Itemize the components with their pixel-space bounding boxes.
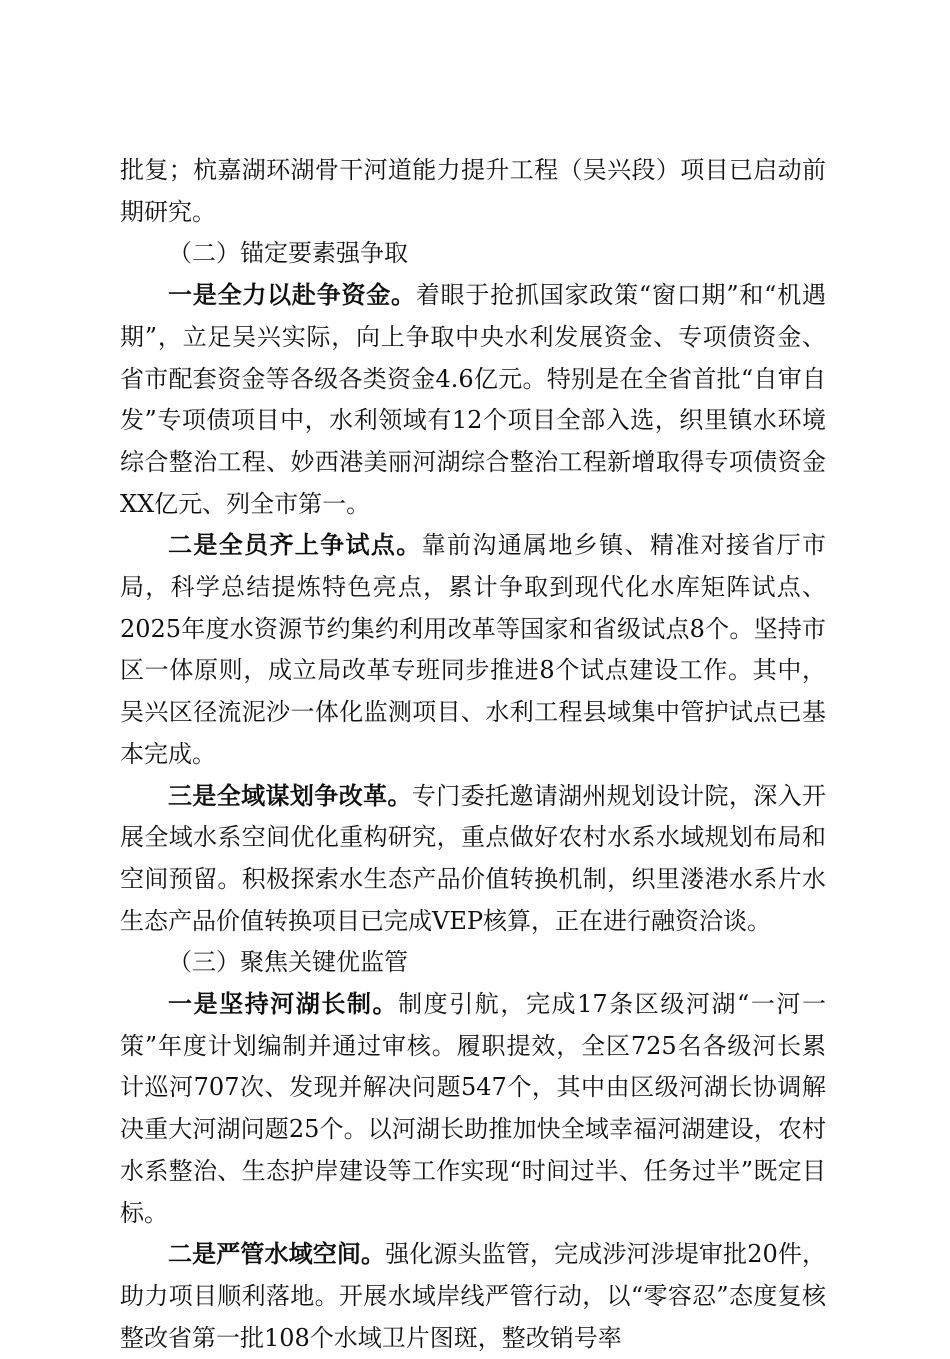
paragraph-lead: 二是严管水域空间。 [168,1240,386,1269]
document-page [120,150,826,1359]
paragraph-lead: 一是坚持河湖长制。 [168,990,399,1019]
paragraph-lead: 二是全员齐上争试点。 [168,531,422,560]
paragraph-text: 批复；杭嘉湖环湖骨干河道能力提升工程（吴兴段）项目已启动前期研究。 [120,156,826,226]
paragraph-text: 着眼于抢抓国家政策“窗口期”和“机遇期”，立足吴兴实际，向上争取中央水利发展资金、专项债资金、省市配套资金等各级各类资金4.6亿元。特别是在全省首批“自审自发”专项债项目中，水利领域有12个项目全部入选，织里镇水环境综合整治工程、妙西港美丽河湖综合整治工程新增取得专项债资金XX亿元、列全市第一。 [120,281,827,518]
paragraph-text: 专门委托邀请湖州规划设计院，深入开展全域水系空间优化重构研究，重点做好农村水系水域规划布局和空间预留。积极探索水生态产品价值转换机制，织里溇港水系片水生态产品价值转换项目已完成VEP核算，正在进行融资洽谈。 [120,781,827,935]
paragraph-text: 强化源头监管，完成涉河涉堤审批20件，助力项目顺利落地。开展水域岸线严管行动，以“零容忍”态度复核整改省第一批108个水域卫片图斑，整改销号率 [120,1240,826,1352]
paragraph-water-space [120,1234,826,1359]
paragraph-text: 靠前沟通属地乡镇、精准对接省厅市局，科学总结提炼特色亮点，累计争取到现代化水库矩阵试点、2025年度水资源节约集约利用改革等国家和省级试点8个。坚持市区一体原则，成立局改革专班同步推进8个试点建设工作。其中，吴兴区径流泥沙一体化监测项目、水利工程县域集中管护试点已基本完成。 [120,531,827,768]
paragraph-funds [120,275,826,525]
heading-text: （三）聚焦关键优监管 [168,948,408,977]
paragraph-pilots [120,525,826,775]
section-heading-2 [120,233,826,275]
paragraph-lead: 一是全力以赴争资金。 [168,281,416,310]
paragraph-reform [120,776,826,943]
paragraph-lead: 三是全域谋划争改革。 [168,781,412,810]
paragraph-text: 制度引航，完成17条区级河湖“一河一策”年度计划编制并通过审核。履职提效，全区725名各级河长累计巡河707次、发现并解决问题547个，其中由区级河湖长协调解决重大河湖问题25个。以河湖长助推加快全域幸福河湖建设，农村水系整治、生态护岸建设等工作实现“时间过半、任务过半”既定目标。 [120,990,826,1227]
paragraph-river-chief [120,984,826,1234]
section-heading-3 [120,942,826,984]
heading-text: （二）锚定要素强争取 [168,239,408,268]
paragraph-continuation [120,150,826,233]
